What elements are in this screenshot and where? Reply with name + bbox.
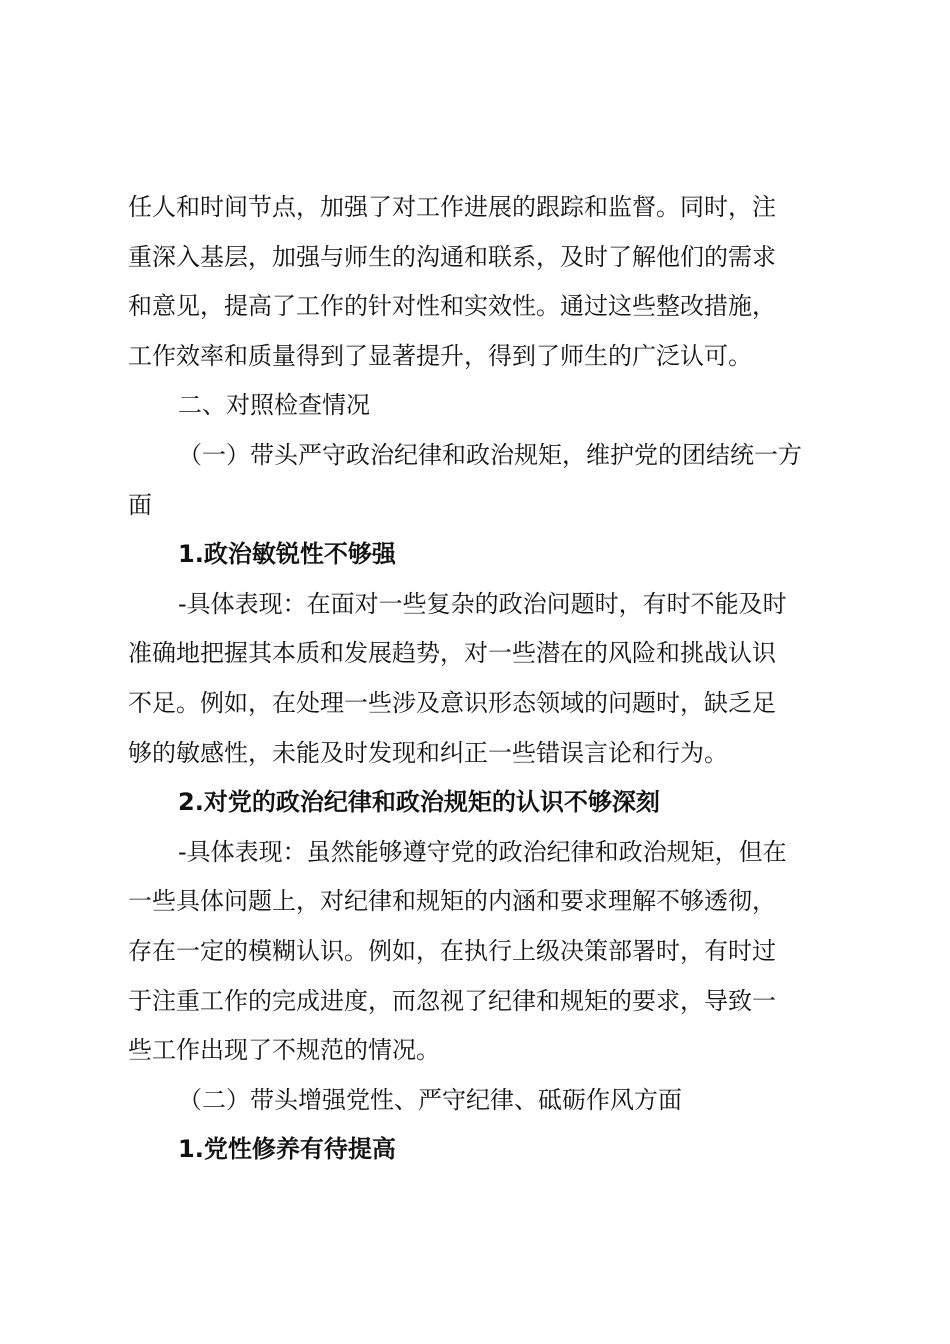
text-line: -具体表现：在面对一些复杂的政治问题时，有时不能及时 [178, 589, 787, 618]
subsection-heading [128, 431, 834, 530]
text-line: 存在一定的模糊认识。例如，在执行上级决策部署时，有时过 [128, 936, 776, 965]
heading-text: （二）带头增强党性、严守纪律、砥砺作风方面 [178, 1085, 682, 1114]
text-line: 一些具体问题上，对纪律和规矩的内涵和要求理解不够透彻， [128, 887, 776, 916]
item-heading [128, 1125, 834, 1175]
item-heading [128, 778, 834, 828]
paragraph-continuation [128, 183, 834, 381]
heading-text: 二、对照检查情况 [178, 391, 370, 420]
text-line: 些工作出现了不规范的情况。 [128, 1036, 440, 1065]
heading-text: （一）带头严守政治纪律和政治规矩，维护党的团结统一方 [178, 440, 802, 469]
text-line: -具体表现：虽然能够遵守党的政治纪律和政治规矩，但在 [178, 837, 787, 866]
paragraph-body [128, 580, 834, 778]
subsection-heading [128, 1076, 834, 1126]
text-line: 任人和时间节点，加强了对工作进展的跟踪和监督。同时，注 [128, 193, 776, 221]
text-line: 于注重工作的完成进度，而忽视了纪律和规矩的要求，导致一 [128, 986, 776, 1015]
heading-text: 1.党性修养有待提高 [178, 1135, 396, 1164]
text-line: 重深入基层，加强与师生的沟通和联系，及时了解他们的需求 [128, 242, 776, 271]
text-line: 准确地把握其本质和发展趋势，对一些潜在的风险和挑战认识 [128, 639, 776, 668]
section-heading [128, 381, 834, 431]
text-line: 和意见，提高了工作的针对性和实效性。通过这些整改措施， [128, 292, 776, 321]
heading-text: 1.政治敏锐性不够强 [178, 540, 396, 569]
document-body [128, 183, 834, 1175]
heading-text: 2.对党的政治纪律和政治规矩的认识不够深刻 [178, 788, 660, 817]
paragraph-body [128, 828, 834, 1076]
text-line: 工作效率和质量得到了显著提升，得到了师生的广泛认可。 [128, 341, 752, 370]
heading-text: 面 [128, 490, 152, 519]
text-line: 够的敏感性，未能及时发现和纠正一些错误言论和行为。 [128, 738, 728, 767]
item-heading [128, 530, 834, 580]
text-line: 不足。例如，在处理一些涉及意识形态领域的问题时，缺乏足 [128, 688, 776, 717]
